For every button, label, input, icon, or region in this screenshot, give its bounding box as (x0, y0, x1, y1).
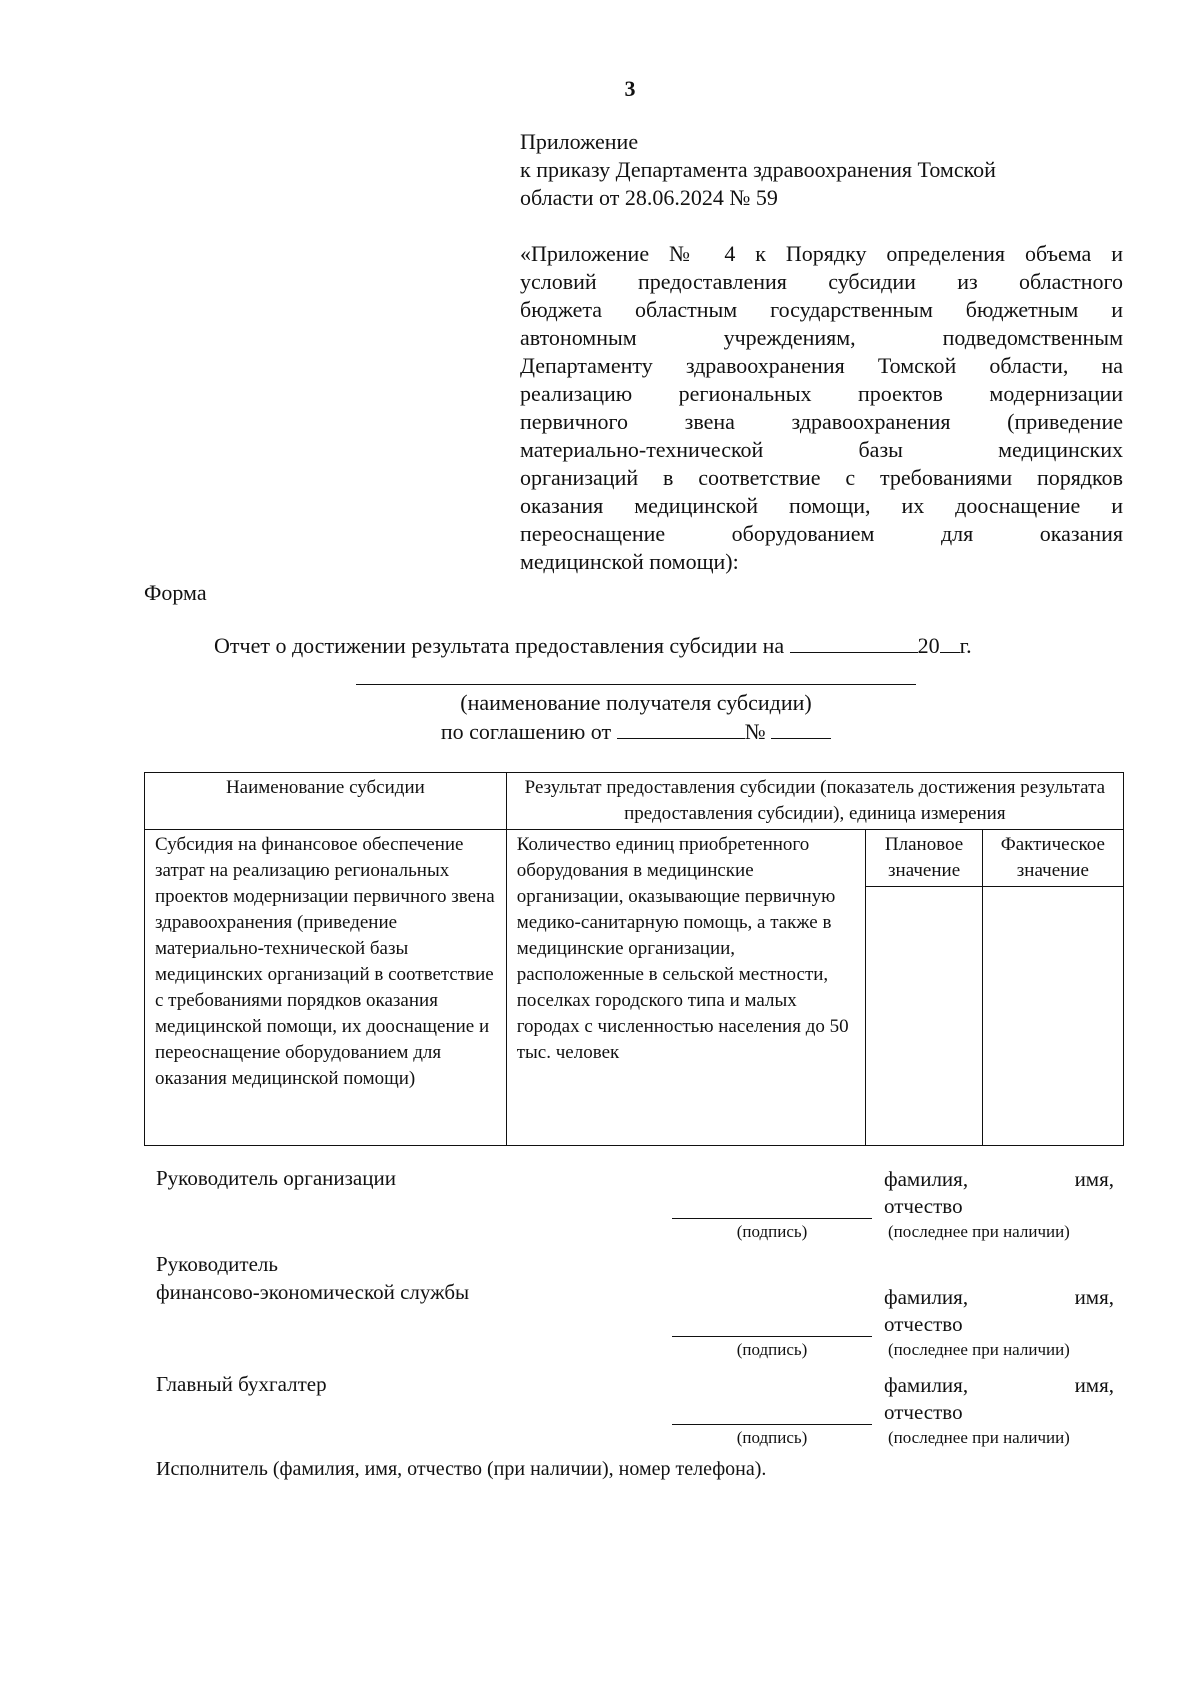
year-blank (940, 632, 960, 653)
head-of-finance-line-1: Руководитель (156, 1252, 278, 1276)
report-title-text: Отчет о достижении результата предоставления субсидии на (214, 633, 785, 658)
agreement-number-blank (771, 718, 831, 739)
quote-line: оказания медицинской помощи, их дооснащение и (520, 493, 1123, 518)
fio-surname: фамилия, (884, 1167, 969, 1191)
quote-line: медицинской помощи): (520, 549, 739, 574)
fio-block (884, 1372, 1114, 1426)
recipient-name-line (356, 684, 916, 685)
fio-patronymic: отчество (884, 1400, 963, 1424)
year-prefix: 20 (917, 633, 940, 658)
planned-value-header: Плановое значение (866, 830, 982, 887)
actual-value-header: Фактическое значение (982, 830, 1123, 887)
fio-block (884, 1166, 1114, 1220)
agreement-date-blank (617, 718, 745, 739)
fio-name: имя, (1074, 1373, 1114, 1397)
appendix-line-2: к приказу Департамента здравоохранения Томской (520, 157, 996, 182)
signature-caption: (подпись) (736, 1340, 808, 1359)
fio-patronymic: отчество (884, 1312, 963, 1336)
page-number: 3 (624, 76, 636, 101)
quote-line: «Приложение № 4 к Порядку определения объема и (520, 241, 1123, 266)
planned-value-cell[interactable] (866, 887, 982, 1146)
table-header-row (145, 773, 1124, 830)
chief-accountant-label: Главный бухгалтер (156, 1372, 327, 1396)
fio-caption: (последнее при наличии) (888, 1340, 1070, 1359)
executor-line: Исполнитель (фамилия, имя, отчество (при наличии), номер телефона). (156, 1458, 767, 1480)
report-table (144, 772, 1124, 1146)
signature-line[interactable] (672, 1218, 872, 1219)
appendix-header (520, 128, 1120, 212)
head-of-finance-line-2: финансово-экономической службы (156, 1280, 470, 1304)
actual-value-cell[interactable] (982, 887, 1123, 1146)
period-blank (790, 632, 918, 653)
result-indicator-cell: Количество единиц приобретенного оборудования в медицинские организации, оказывающие первичную медико-санитарную помощь, а также в медицинские организации, расположенные в сельской местности, поселках городского типа и малых городах с численностью населения до 50 тыс. человек (506, 830, 866, 1146)
fio-block (884, 1284, 1114, 1338)
fio-patronymic: отчество (884, 1194, 963, 1218)
fio-surname: фамилия, (884, 1373, 969, 1397)
quote-line: переоснащение оборудованием для оказания (520, 521, 1123, 546)
year-suffix: г. (959, 633, 972, 658)
report-title (214, 632, 972, 659)
quote-line: условий предоставления субсидии из областного (520, 269, 1123, 294)
agreement-prefix: по соглашению от (440, 719, 612, 744)
quote-line: автономным учреждениям, подведомственным (520, 325, 1123, 350)
appendix-quote (520, 240, 1123, 576)
agreement-line (356, 718, 916, 745)
fio-caption: (последнее при наличии) (888, 1428, 1070, 1447)
appendix-line-3: области от 28.06.2024 № 59 (520, 185, 778, 210)
signature-line[interactable] (672, 1336, 872, 1337)
fio-surname: фамилия, (884, 1285, 969, 1309)
fio-name: имя, (1074, 1285, 1114, 1309)
head-of-organization-label: Руководитель организации (156, 1166, 396, 1190)
number-sign: № (744, 719, 766, 744)
form-label: Форма (144, 580, 207, 605)
fio-caption: (последнее при наличии) (888, 1222, 1070, 1241)
subsidy-name-cell: Субсидия на финансовое обеспечение затрат на реализацию региональных проектов модернизации первичного звена здравоохранения (приведение материально-технической базы медицинских организаций в соответствие с требованиями порядков оказания медицинской помощи, их дооснащение и переоснащение оборудованием для оказания медицинской помощи) (145, 830, 507, 1146)
quote-line: Департаменту здравоохранения Томской области, на (520, 353, 1123, 378)
table-row (145, 830, 1124, 887)
signature-caption: (подпись) (736, 1428, 808, 1447)
signature-caption: (подпись) (736, 1222, 808, 1241)
fio-name: имя, (1074, 1167, 1114, 1191)
header-subsidy-name: Наименование субсидии (145, 773, 507, 830)
quote-line: первичного звена здравоохранения (приведение (520, 409, 1123, 434)
appendix-line-1: Приложение (520, 129, 639, 154)
quote-line: бюджета областным государственным бюджетным и (520, 297, 1123, 322)
quote-line: материально-технической базы медицинских (520, 437, 1123, 462)
quote-line: организаций в соответствие с требованиями порядков (520, 465, 1123, 490)
quote-line: реализацию региональных проектов модернизации (520, 381, 1123, 406)
head-of-finance-label (156, 1250, 469, 1306)
recipient-caption: (наименование получателя субсидии) (460, 690, 812, 715)
header-result: Результат предоставления субсидии (показатель достижения результата предоставления субсидии), единица измерения (506, 773, 1123, 830)
signature-line[interactable] (672, 1424, 872, 1425)
